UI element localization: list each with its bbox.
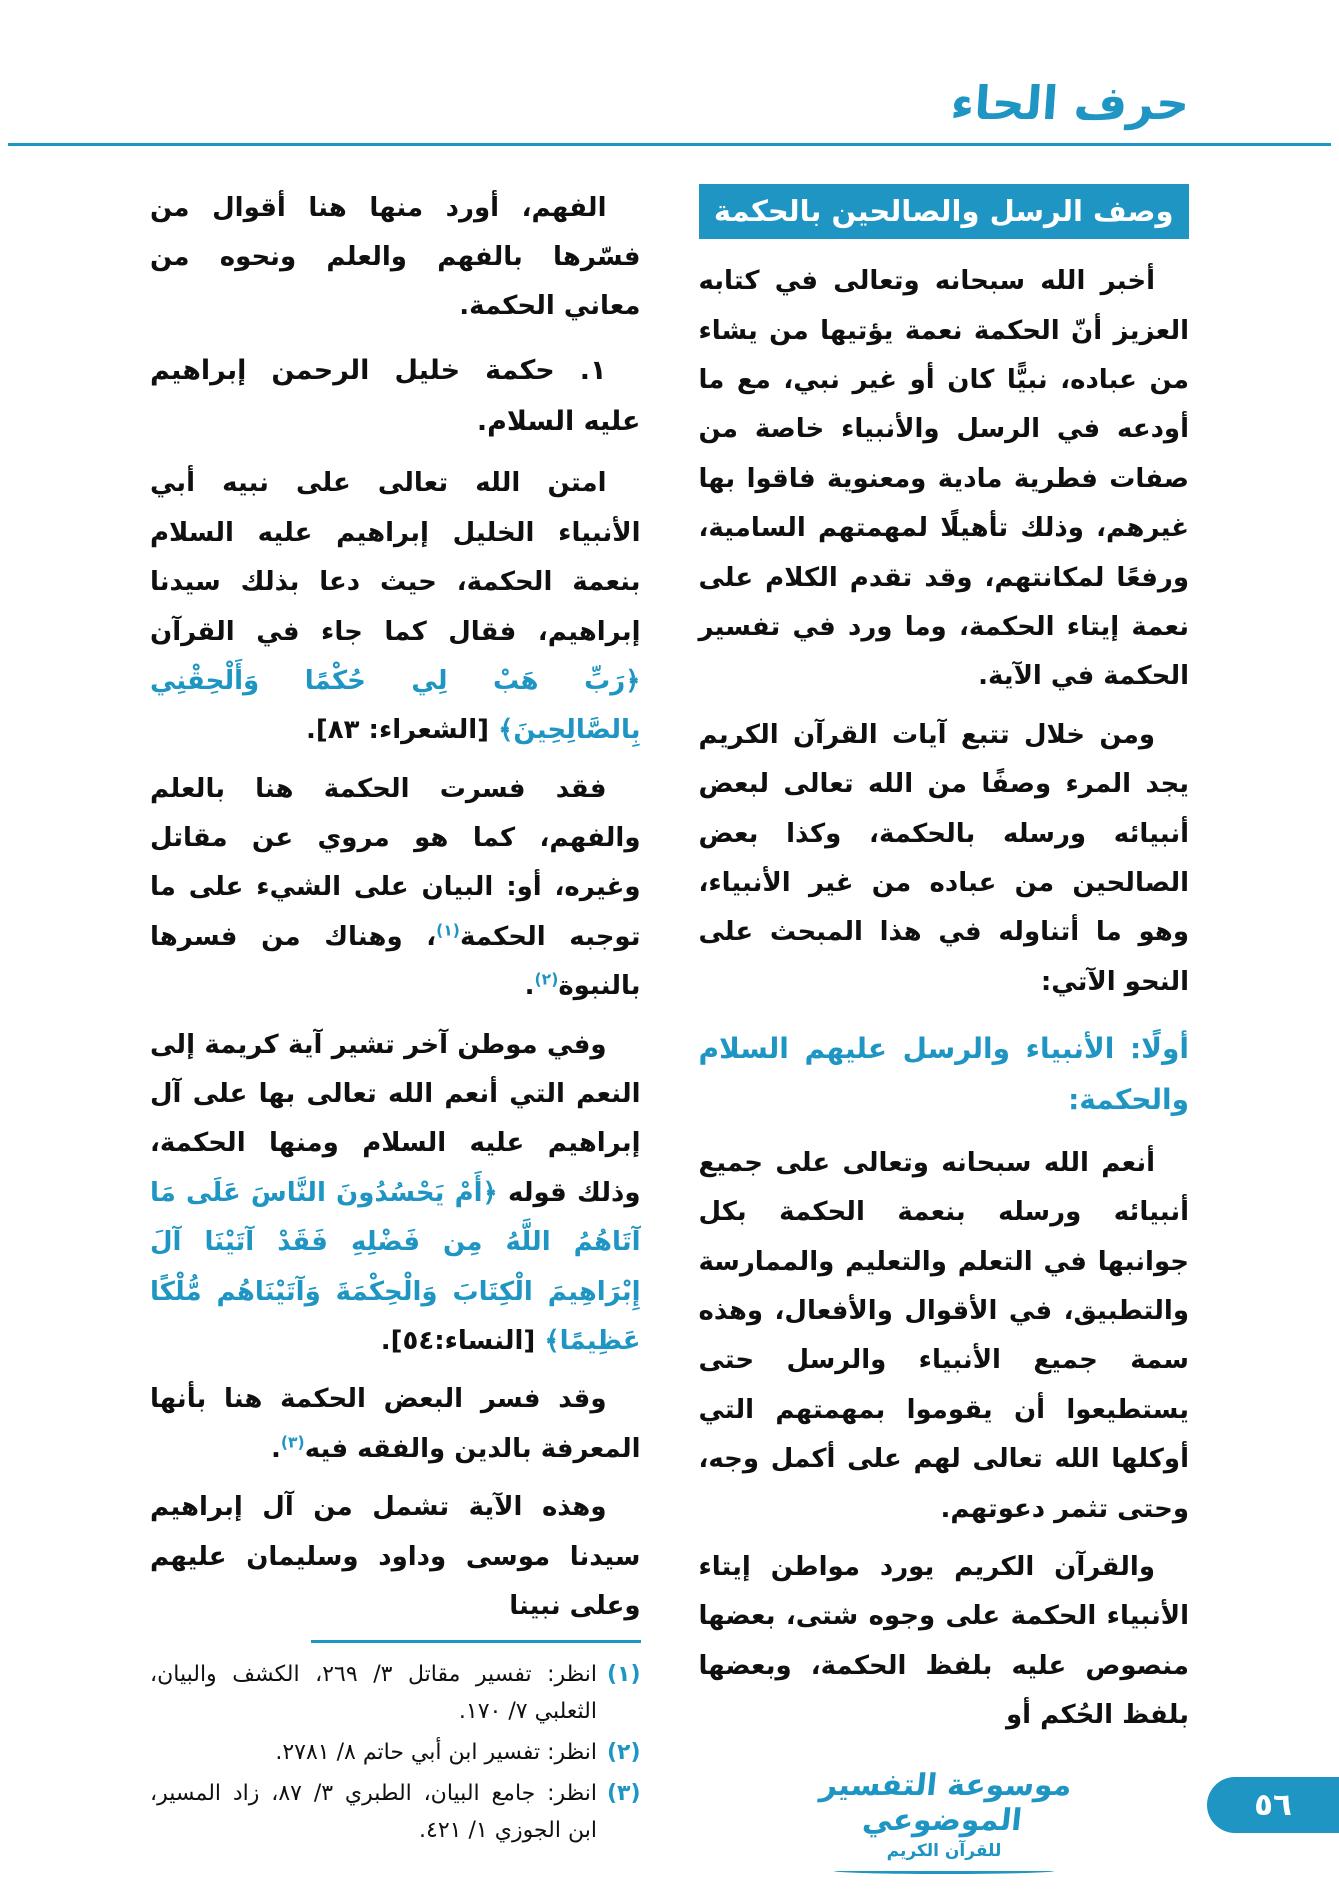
paragraph: ومن خلال تتبع آيات القرآن الكريم يجد المرء وصفًا من الله تعالى لبعض أنبيائه ورسله بالحكمة، وكذا بعض الصالحين من عباده من غير الأنبياء، وهو ما أتناوله في هذا المبحث على النحو الآتي:: [698, 719, 1189, 997]
quran-verse: ﴿أَمْ يَحْسُدُونَ النَّاسَ عَلَى مَا آتَاهُمُ اللَّهُ مِن فَضْلِهِ فَقَدْ آتَيْنَا آلَ إِبْرَاهِيمَ الْكِتَابَ وَالْحِكْمَةَ وَآتَيْنَاهُم مُّلْكًا عَظِيمًا﴾: [150, 1177, 641, 1356]
section-header-box: وصف الرسل والصالحين بالحكمة: [699, 184, 1190, 240]
paragraph-with-verse: [150, 1021, 641, 1367]
footnote-separator: [311, 1640, 641, 1643]
paragraph: أخبر الله سبحانه وتعالى في كتابه العزيز أنّ الحكمة نعمة يؤتيها من يشاء من عباده، نبيًّا كان أو غير نبي، مع ما أودعه في الرسل والأنبياء خاصة من صفات فطرية مادية ومعنوية فاقوا بها غيرهم، وذلك تأهيلًا لمهمتهم السامية، ورفعًا لمكانتهم، وقد تقدم الكلام على نعمة إيتاء الحكمة، وما ورد في تفسير الحكمة في الآية.: [698, 266, 1189, 692]
footnotes-block: [150, 1640, 641, 1857]
publisher-logo: [774, 1769, 1114, 1874]
quran-verse: ﴿رَبِّ هَبْ لِي حُكْمًا وَأَلْحِقْنِي بِالصَّالِحِينَ﴾: [150, 665, 641, 746]
footnote-item: [150, 1657, 641, 1730]
paragraph-text: امتن الله تعالى على نبيه أبي الأنبياء الخليل إبراهيم عليه السلام بنعمة الحكمة، حيث دعا بذلك سيدنا إبراهيم، فقال كما جاء في القرآن: [150, 468, 641, 647]
numbered-heading: ١. حكمة خليل الرحمن إبراهيم عليه السلام.: [150, 354, 641, 438]
chapter-title-calligraphy: حرف الحاء: [948, 76, 1191, 130]
page-number-badge: ٥٦: [1207, 1777, 1339, 1833]
left-column: [150, 184, 641, 1843]
right-column: [698, 184, 1190, 1731]
paragraph-with-verse: [150, 459, 641, 755]
footnote-text: انظر: تفسير مقاتل ٣/ ٢٦٩، الكشف والبيان، الثعلبي ٧/ ١٧٠.: [150, 1662, 597, 1724]
footnote-marker-3: (٣): [280, 1433, 305, 1452]
paragraph: وهذه الآية تشمل من آل إبراهيم سيدنا موسى وداود وسليمان عليهم وعلى نبينا: [150, 1492, 641, 1621]
footnote-text: انظر: جامع البيان، الطبري ٣/ ٨٧، زاد المسير، ابن الجوزي ١/ ٤٢١.: [150, 1781, 597, 1843]
verse-citation: [الشعراء: ٨٣].: [305, 715, 499, 746]
paragraph-text: فقد فسرت الحكمة هنا بالعلم والفهم، كما هو مروي عن مقاتل وغيره، أو: البيان على الشيء على ما توجبه الحكمة: [150, 773, 641, 952]
footnote-marker-1: (١): [436, 921, 460, 940]
page-header: [0, 0, 1339, 129]
paragraph-text: ، وهناك من فسرها بالنبوة: [150, 921, 641, 1002]
paragraph-text: .: [270, 1433, 281, 1464]
footnote-number: (٢): [606, 1739, 641, 1765]
paragraph: والقرآن الكريم يورد مواطن إيتاء الأنبياء الحكمة على وجوه شتى، بعضها منصوص عليه بلفظ الحكمة، وبعضها بلفظ الحُكم أو: [698, 1552, 1189, 1731]
paragraph-with-footnotes: [150, 765, 641, 1012]
footnote-number: (٣): [606, 1781, 641, 1807]
footnote-marker-2: (٢): [534, 970, 559, 989]
paragraph-with-footnotes: [150, 1375, 641, 1474]
logo-flourish-ornament: [834, 1868, 1054, 1874]
paragraph-text: .: [524, 971, 535, 1002]
paragraph-text: وفي موطن آخر تشير آية كريمة إلى النعم التي أنعم الله تعالى بها على آل إبراهيم عليه السلام ومنها الحكمة، وذلك قوله: [150, 1029, 641, 1208]
verse-citation: [النساء:٥٤].: [380, 1326, 545, 1356]
paragraph: أنعم الله سبحانه وتعالى على جميع أنبيائه ورسله بنعمة الحكمة بكل جوانبها في التعلم والتعليم والممارسة والتطبيق، في الأقوال والأفعال، وهذه سمة جميع الأنبياء والرسل حتى يستطيعوا أن يقوموا بمهمتهم التي أوكلها الله تعالى لهم على أكمل وجه، وحتى تثمر دعوتهم.: [698, 1147, 1189, 1524]
footnote-text: انظر: تفسير ابن أبي حاتم ٨/ ٢٧٨١.: [275, 1739, 597, 1765]
footnote-item: [150, 1776, 641, 1849]
footnote-number: (١): [606, 1662, 641, 1688]
subheading-first: أولًا: الأنبياء والرسل عليهم السلام والحكمة:: [698, 1032, 1189, 1116]
logo-subtitle: للقرآن الكريم: [886, 1841, 1002, 1862]
logo-title-calligraphy: موسوعة التفسير الموضوعي: [818, 1768, 1074, 1838]
paragraph: الفهم، أورد منها هنا أقوال من فسّرها بالفهم والعلم ونحوه من معاني الحكمة.: [150, 192, 641, 322]
paragraph-text: وقد فسر البعض الحكمة هنا بأنها المعرفة بالدين والفقه فيه: [150, 1384, 641, 1464]
footnote-item: [150, 1735, 641, 1771]
